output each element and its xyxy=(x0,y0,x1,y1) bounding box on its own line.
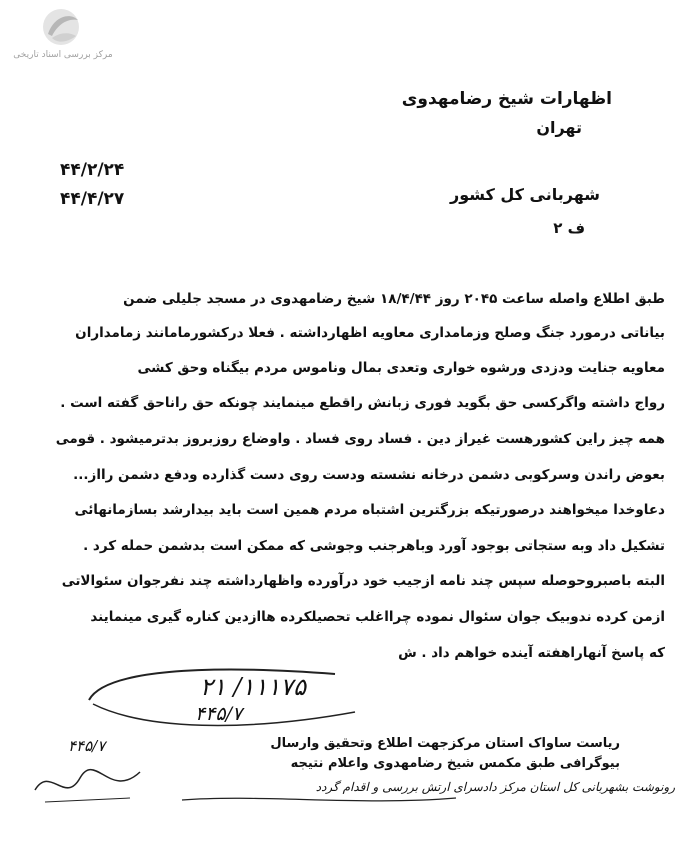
body-line: بیاناتی درمورد جنگ وصلح وزمامداری معاویه اظهارداشته . فعلا درکشورمامانند زمامداران xyxy=(75,325,665,341)
watermark-text: مرکز بررسی اسناد تاریخی xyxy=(13,50,113,60)
body-line: بعوض راندن وسرکوبی دشمن درخانه نشسته ودست روی دست گذارده ودفع دشمن رااز... xyxy=(73,467,665,483)
footer-line-2: بیوگرافی طبق مکمس شیخ رضامهدوی واعلام نتیجه xyxy=(290,756,620,771)
footer-line-1: ریاست ساواک استان مرکزجهت اطلاع وتحقیق وارسال xyxy=(270,736,620,751)
date-secondary: ۴۴/۴/۲۷ xyxy=(60,189,125,209)
date-primary: ۴۴/۲/۲۴ xyxy=(60,160,125,180)
body-line: که پاسخ آنهاراهفته آینده خواهم داد . ش xyxy=(398,645,665,661)
handwritten-note: رونوشت بشهربانی کل استان مرکز دادسرای ارتش بررسی و اقدام گردد xyxy=(315,780,675,794)
body-line: دعاوخدا میخواهند درصورتیکه بزرگترین اشتباه مردم همین است باید بیدارشد بسازمانهائی xyxy=(74,502,665,518)
body-line: همه چیز راین کشورهست غیراز دین . فساد روی فساد . واوضاع روزبروز بدترمیشود . قومی xyxy=(55,431,665,447)
handwritten-number-tertiary: ۴۴۵/۷ xyxy=(68,737,106,755)
body-line: طبق اطلاع واصله ساعت ۲۰۴۵ روز ۱۸/۴/۴۴ شیخ رضامهدوی در مسجد جلیلی ضمن xyxy=(123,291,665,307)
city-label: تهران xyxy=(536,118,582,137)
archive-watermark xyxy=(8,6,118,66)
handwritten-number: ۱۱۱۷۵/ ۲۱ xyxy=(200,673,306,701)
body-line: تشکیل داد وبه ستجاتی بوجود آورد وباهرجنب وجوشی که ممکن است بدشمن حمله کرد . xyxy=(83,538,665,554)
body-line: البته باصبروحوصله سپس چند نامه ازجیب خود درآورده واظهارداشته چند نفرجوان سئوالاتی xyxy=(61,573,665,589)
underline-scribble xyxy=(180,790,460,810)
signature-scribble xyxy=(30,760,150,810)
recipient-label: شهربانی کل کشور xyxy=(449,185,600,204)
body-line: ازمن کرده ندوبیک جوان سئوال نموده چرااغلب تحصیلکرده هاازدین کناره گیری مینمایند xyxy=(90,609,665,625)
handwritten-number-secondary: ۴۴۵/۷ xyxy=(195,703,243,725)
document-title: اظهارات شیخ رضامهدوی xyxy=(401,89,612,109)
archive-logo-icon xyxy=(38,6,84,48)
body-line: معاویه جنایت ودزدی ورشوه خواری وتعدی بمال وناموس مردم بیگناه وحق کشی xyxy=(137,360,665,376)
body-line: رواج داشته واگرکسی حق بگوید فوری زبانش راقطع مینمایند چونکه حق راناحق گفته است . xyxy=(60,395,665,411)
reference-code: ف ۲ xyxy=(553,219,585,237)
